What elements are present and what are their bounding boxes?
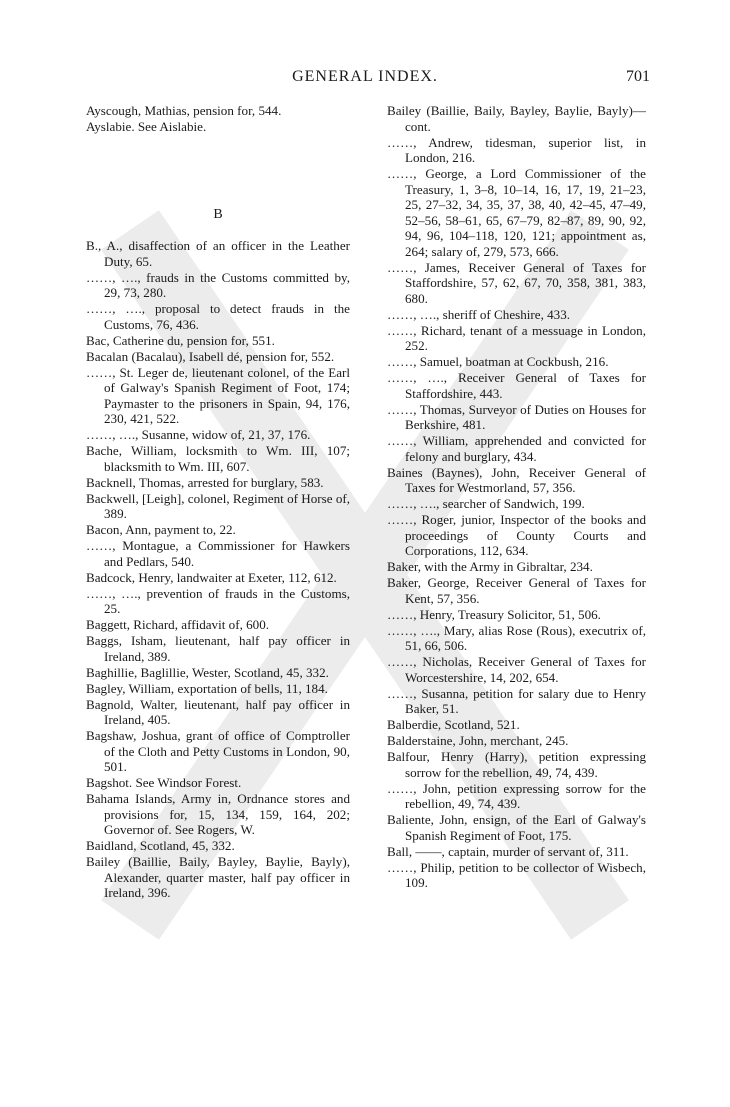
- index-entry: Bagshot. See Windsor Forest.: [86, 775, 242, 790]
- index-entry: Baidland, Scotland, 45, 332.: [86, 838, 235, 853]
- index-entry: Backwell, [Leigh], colonel, Regiment of Horse of, 389.: [86, 490, 350, 521]
- right-column: [387, 103, 646, 891]
- page-number: 701: [626, 68, 650, 85]
- index-entry: ……, …., Mary, alias Rose (Rous), executrix of, 51, 66, 506.: [387, 622, 646, 653]
- index-entry: Bac, Catherine du, pension for, 551.: [86, 332, 275, 348]
- index-entry: ……, …., sheriff of Cheshire, 433.: [387, 306, 571, 322]
- index-entry: Baggs, Isham, lieutenant, half pay officer in Ireland, 389.: [86, 633, 350, 664]
- index-entry: ……, St. Leger de, lieutenant colonel, of the Earl of Galway's Spanish Regiment of Foot, 174; Paymaster to the prisoners in Spain, 94, 176, 230, 421, 522.: [86, 364, 350, 426]
- index-entry: ……, …., frauds in the Customs committed by, 29, 73, 280.: [86, 269, 350, 300]
- index-entry: Bacon, Ann, payment to, 22.: [86, 522, 236, 537]
- index-entry: ……, Roger, junior, Inspector of the books and proceedings of County Courts and Corporations, 112, 634.: [387, 512, 646, 558]
- index-entry: ……, Henry, Treasury Solicitor, 51, 506.: [387, 606, 601, 622]
- index-entry: Bailey (Baillie, Baily, Bayley, Baylie, Bayly)—cont.: [387, 103, 646, 134]
- index-entry: Baggett, Richard, affidavit of, 600.: [86, 617, 270, 632]
- index-entry: Bailey (Baillie, Baily, Bayley, Baylie, Bayly), Alexander, quarter master, half pay officer in Ireland, 396.: [86, 854, 350, 900]
- index-entry: ……, Nicholas, Receiver General of Taxes for Worcestershire, 14, 202, 654.: [387, 654, 646, 685]
- index-entry: B., A., disaffection of an officer in the Leather Duty, 65.: [86, 238, 350, 269]
- index-entry: ……, Montague, a Commissioner for Hawkers and Pedlars, 540.: [86, 538, 350, 569]
- index-entry: Bagshaw, Joshua, grant of office of Comptroller of the Cloth and Petty Customs in London, 90, 501.: [86, 728, 350, 774]
- index-entry: Ayscough, Mathias, pension for, 544.: [86, 103, 282, 118]
- index-entry: ……, Thomas, Surveyor of Duties on Houses for Berkshire, 481.: [387, 401, 646, 432]
- index-entry: Ayslabie. See Aislabie.: [86, 119, 207, 134]
- section-letter: B: [213, 206, 223, 222]
- page-title: GENERAL INDEX.: [292, 68, 438, 85]
- index-entry: ……, …., Susanne, widow of, 21, 37, 176.: [86, 427, 311, 442]
- index-entry: Bache, William, locksmith to Wm. III, 107; blacksmith to Wm. III, 607.: [86, 443, 350, 474]
- index-entry: Baines (Baynes), John, Receiver General of Taxes for Westmorland, 57, 356.: [387, 464, 646, 495]
- index-entry: ……, Richard, tenant of a messuage in London, 252.: [387, 322, 646, 353]
- index-entry: ……, Susanna, petition for salary due to Henry Baker, 51.: [387, 685, 646, 716]
- index-entry: ……, …., searcher of Sandwich, 199.: [387, 496, 585, 511]
- index-entry: Balfour, Henry (Harry), petition expressing sorrow for the rebellion, 49, 74, 439.: [387, 749, 646, 780]
- index-entry: Bagley, William, exportation of bells, 11, 184.: [86, 680, 328, 696]
- index-entry: ……, George, a Lord Commissioner of the Treasury, 1, 3–8, 10–14, 16, 17, 19, 21–23, 25, 27–32, 34, 35, 37, 38, 40, 42–45, 47–49, 52–56, 58–61, 65, 67–79, 82–87, 89, 90, 92, 94, 96, 104–118, 120, 121; appointment as, 264; salary of, 279, 573, 666.: [387, 166, 646, 259]
- index-entry: Baker, with the Army in Gibraltar, 234.: [387, 559, 593, 574]
- index-entry: ……, Philip, petition to be collector of Wisbech, 109.: [387, 859, 646, 890]
- index-entry: Bagnold, Walter, lieutenant, half pay officer in Ireland, 405.: [86, 696, 350, 727]
- index-entry: ……, …., prevention of frauds in the Customs, 25.: [86, 585, 350, 616]
- index-entry: Badcock, Henry, landwaiter at Exeter, 112, 612.: [86, 569, 337, 585]
- index-entry: ……, Andrew, tidesman, superior list, in London, 216.: [387, 134, 646, 165]
- left-column: [86, 103, 350, 901]
- index-entry: Balberdie, Scotland, 521.: [387, 717, 520, 732]
- index-entry: ……, …., Receiver General of Taxes for Staffordshire, 443.: [387, 370, 646, 401]
- index-entry: ……, John, petition expressing sorrow for the rebellion, 49, 74, 439.: [387, 780, 646, 811]
- index-entry: Baghillie, Baglillie, Wester, Scotland, 45, 332.: [86, 664, 329, 680]
- index-entry: Backnell, Thomas, arrested for burglary, 583.: [86, 474, 324, 490]
- index-entry: Ball, ——, captain, murder of servant of, 311.: [387, 843, 629, 859]
- index-entry: Balderstaine, John, merchant, 245.: [387, 733, 569, 748]
- index-entry: Bahama Islands, Army in, Ordnance stores and provisions for, 15, 134, 159, 164, 202; Governor of. See Rogers, W.: [86, 791, 350, 837]
- index-entry: ……, …., proposal to detect frauds in the Customs, 76, 436.: [86, 301, 350, 332]
- index-entry: ……, William, apprehended and convicted for felony and burglary, 434.: [387, 433, 646, 464]
- index-entry: ……, Samuel, boatman at Cockbush, 216.: [387, 354, 609, 369]
- index-entry: Baliente, John, ensign, of the Earl of Galway's Spanish Regiment of Foot, 175.: [387, 812, 646, 843]
- index-entry: Baker, George, Receiver General of Taxes for Kent, 57, 356.: [387, 575, 646, 606]
- index-entry: ……, James, Receiver General of Taxes for Staffordshire, 57, 62, 67, 70, 358, 381, 383, 680.: [387, 259, 646, 306]
- index-entry: Bacalan (Bacalau), Isabell dé, pension for, 552.: [86, 348, 335, 364]
- page-header: [0, 68, 730, 90]
